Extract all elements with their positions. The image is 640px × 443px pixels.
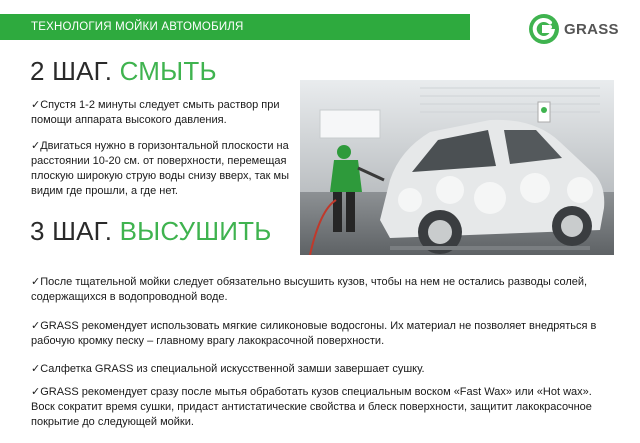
logo-text: GRASS bbox=[564, 20, 619, 38]
step2-prefix: 2 ШАГ. bbox=[30, 56, 120, 86]
grass-logo-icon bbox=[528, 13, 560, 45]
step3-accent: ВЫСУШИТЬ bbox=[119, 216, 272, 246]
step3-paragraph-3: ✓Салфетка GRASS из специальной искусственной замши завершает сушку. bbox=[31, 363, 425, 375]
step3-prefix: 3 ШАГ. bbox=[30, 216, 120, 246]
header-bar bbox=[0, 14, 470, 40]
step2-accent: СМЫТЬ bbox=[119, 56, 217, 86]
step2-heading bbox=[30, 56, 217, 87]
header-title: ТЕХНОЛОГИЯ МОЙКИ АВТОМОБИЛЯ bbox=[31, 21, 244, 33]
step3-heading bbox=[30, 216, 271, 247]
step2-paragraph-2: ✓Двигаться нужно в горизонтальной плоскости на расстоянии 10-20 см. от поверхности, перемещая плоскую широкую струю воды снизу вверх, так мы видим где прошли, а где нет. bbox=[31, 140, 289, 197]
step3-paragraph-2: ✓GRASS рекомендует использовать мягкие силиконовые водосгоны. Их материал не позволяет внедряться в рабочую кромку песку – главному врагу лакокрасочной поверхности. bbox=[31, 320, 597, 347]
step2-paragraph-1: ✓Спустя 1-2 минуты следует смыть раствор при помощи аппарата высокого давления. bbox=[31, 99, 280, 126]
step3-paragraph-1: ✓После тщательной мойки следует обязательно высушить кузов, чтобы на нем не остались разводы солей, содержащихся в водопроводной воде. bbox=[31, 276, 588, 303]
car-wash-photo bbox=[300, 80, 614, 255]
grass-logo bbox=[528, 13, 628, 45]
step3-paragraph-4: ✓GRASS рекомендует сразу после мытья обработать кузов специальным воском «Fast Wax» или «Hot wax». Воск сократит время сушки, придаст антистатические свойства и блеск поверхности, защитит лакокрасочное покрытие до следующей мойки. bbox=[31, 386, 592, 428]
